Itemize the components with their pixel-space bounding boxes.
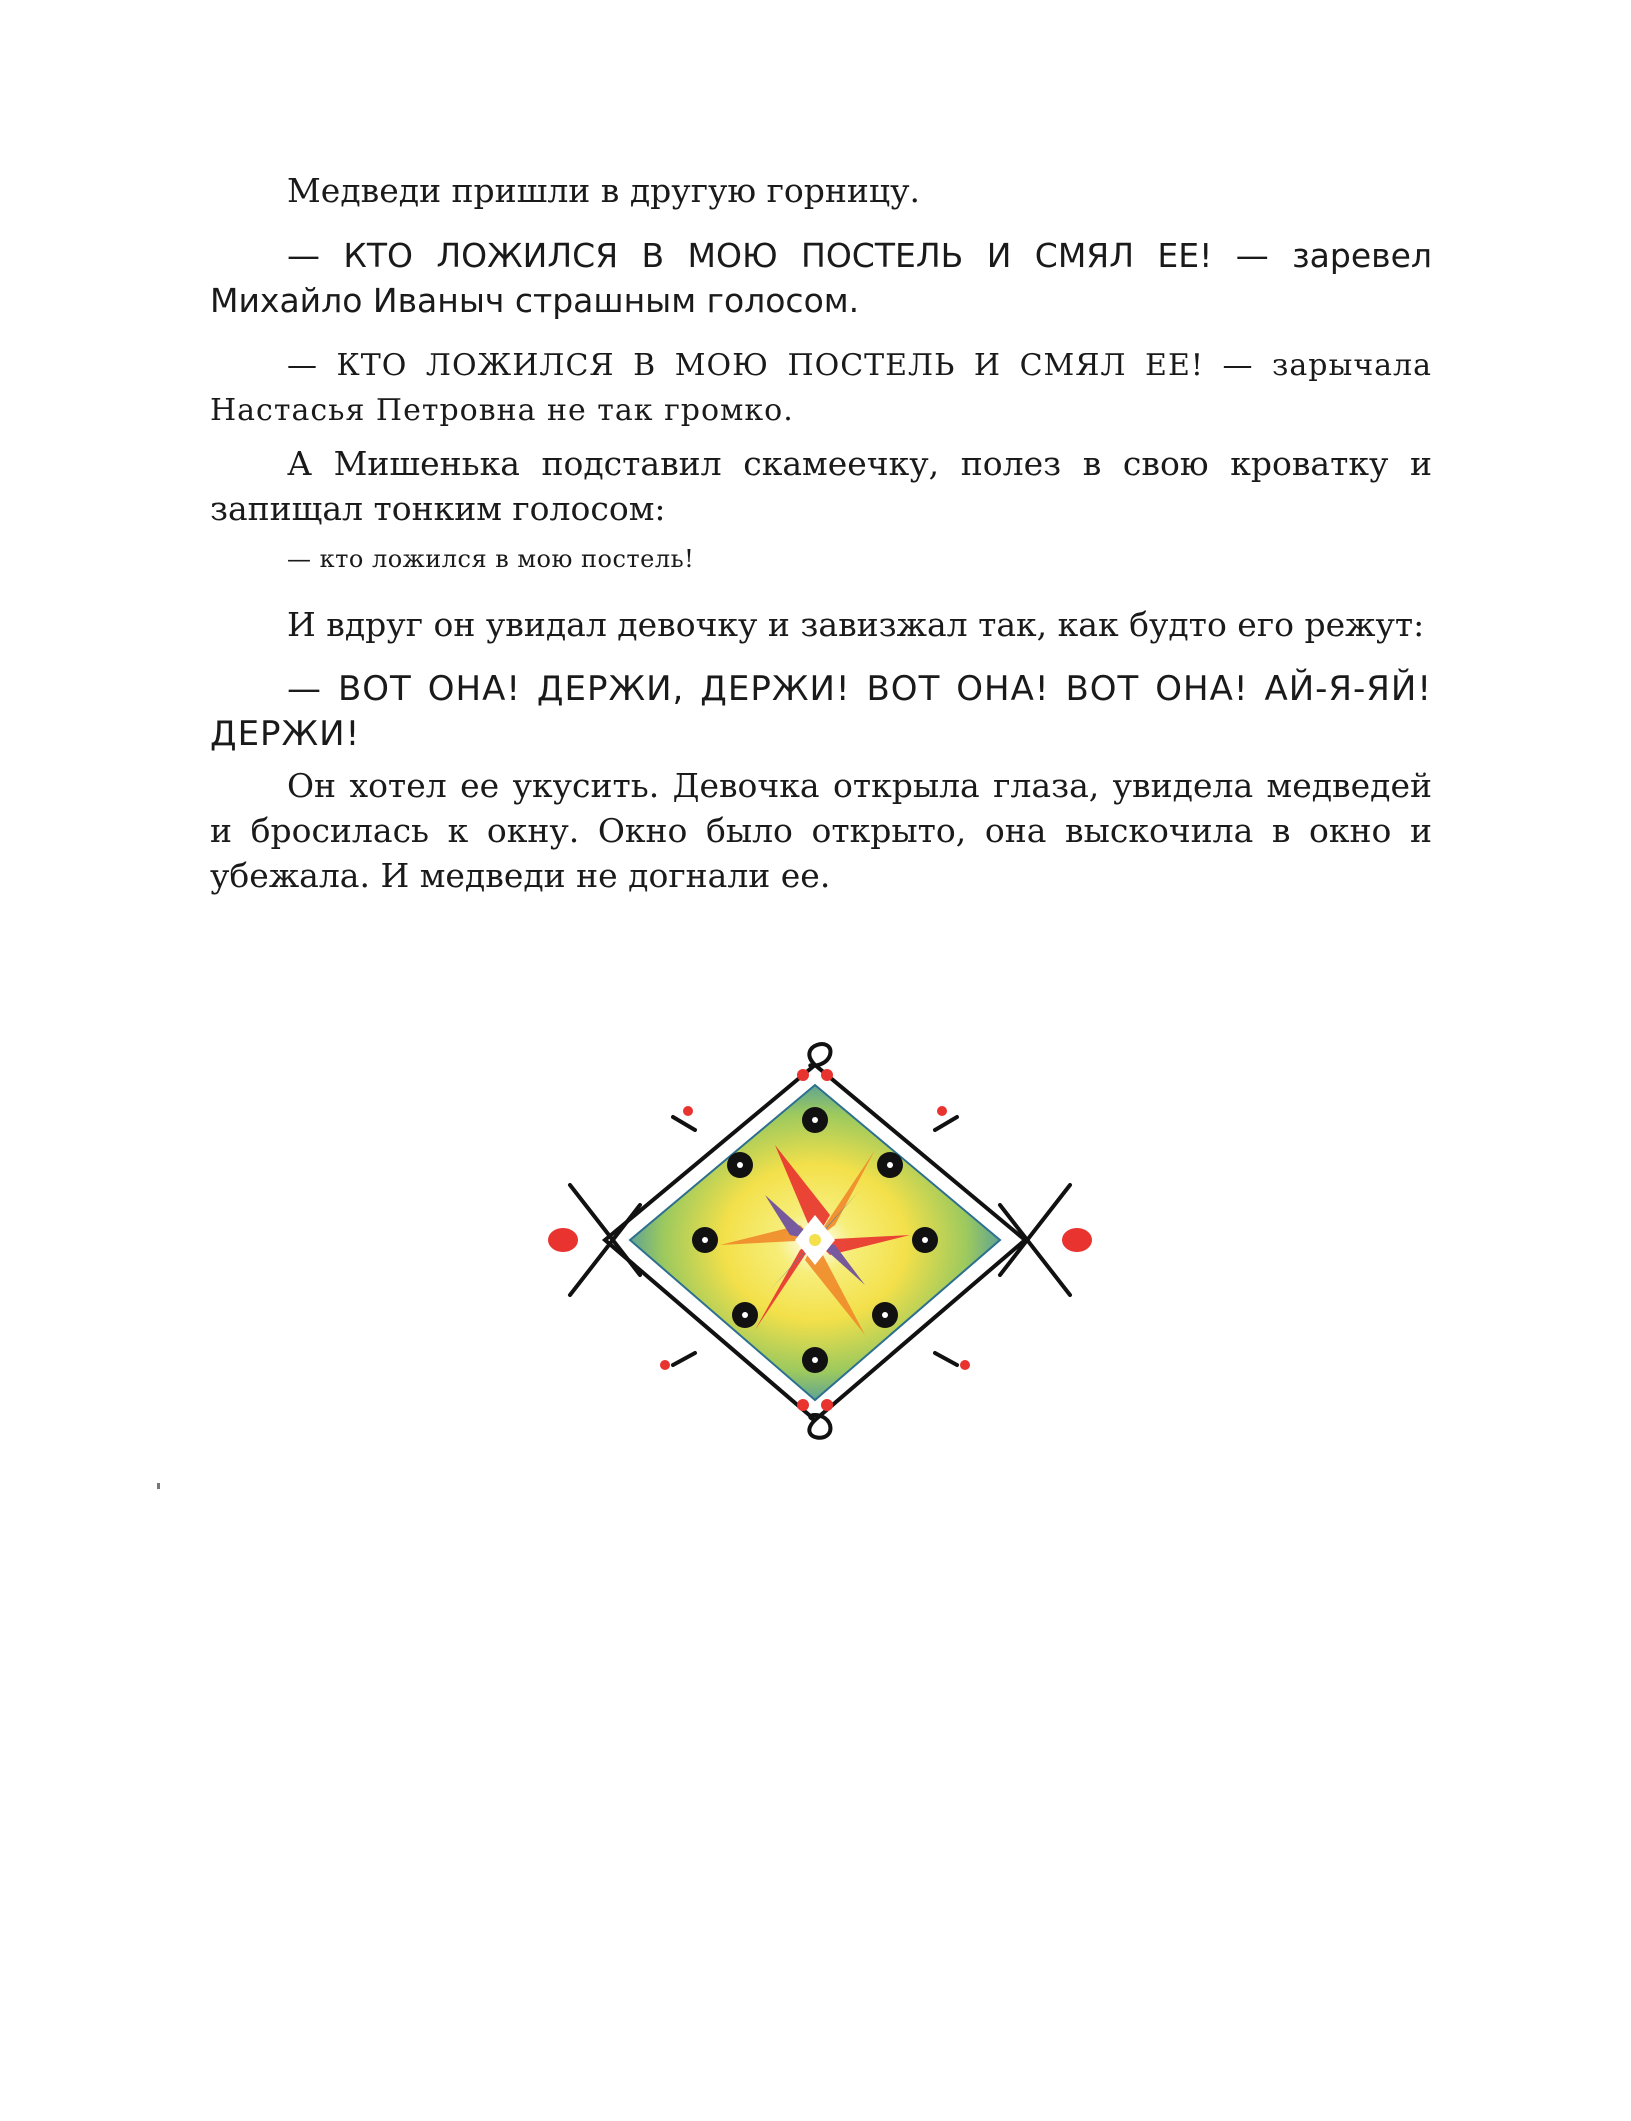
paragraph-2: — КТО ЛОЖИЛСЯ В МОЮ ПОСТЕЛЬ И СМЯЛ ЕЕ! — заревел Михайло Иваныч страшным голосом. — [210, 236, 1432, 320]
paragraph-3: — КТО ЛОЖИЛСЯ В МОЮ ПОСТЕЛЬ И СМЯЛ ЕЕ! — зарычала Настасья Петровна не так громко. — [210, 348, 1432, 428]
paragraph-7: — ВОТ ОНА! ДЕРЖИ, ДЕРЖИ! ВОТ ОНА! ВОТ ОНА! АЙ-Я-ЯЙ! ДЕРЖИ! — [210, 669, 1432, 754]
paragraph-5: — кто ложился в мою постель! — [287, 545, 695, 573]
paper-speck — [157, 1483, 160, 1489]
paragraph-1: Медведи пришли в другую горницу. — [287, 171, 921, 210]
story-text — [210, 168, 1432, 898]
paragraph-8: Он хотел ее укусить. Девочка открыла глаза, увидела медведей и бросилась к окну. Окно было открыто, она выскочила в окно и убежала. И медведи не догнали ее. — [210, 766, 1432, 895]
paragraph-4: А Мишенька подставил скамеечку, полез в свою кроватку и запищал тонким голосом: — [210, 444, 1432, 528]
decorative-ornament — [545, 1035, 1095, 1445]
paragraph-6: И вдруг он увидал девочку и завизжал так, как будто его режут: — [287, 605, 1425, 644]
